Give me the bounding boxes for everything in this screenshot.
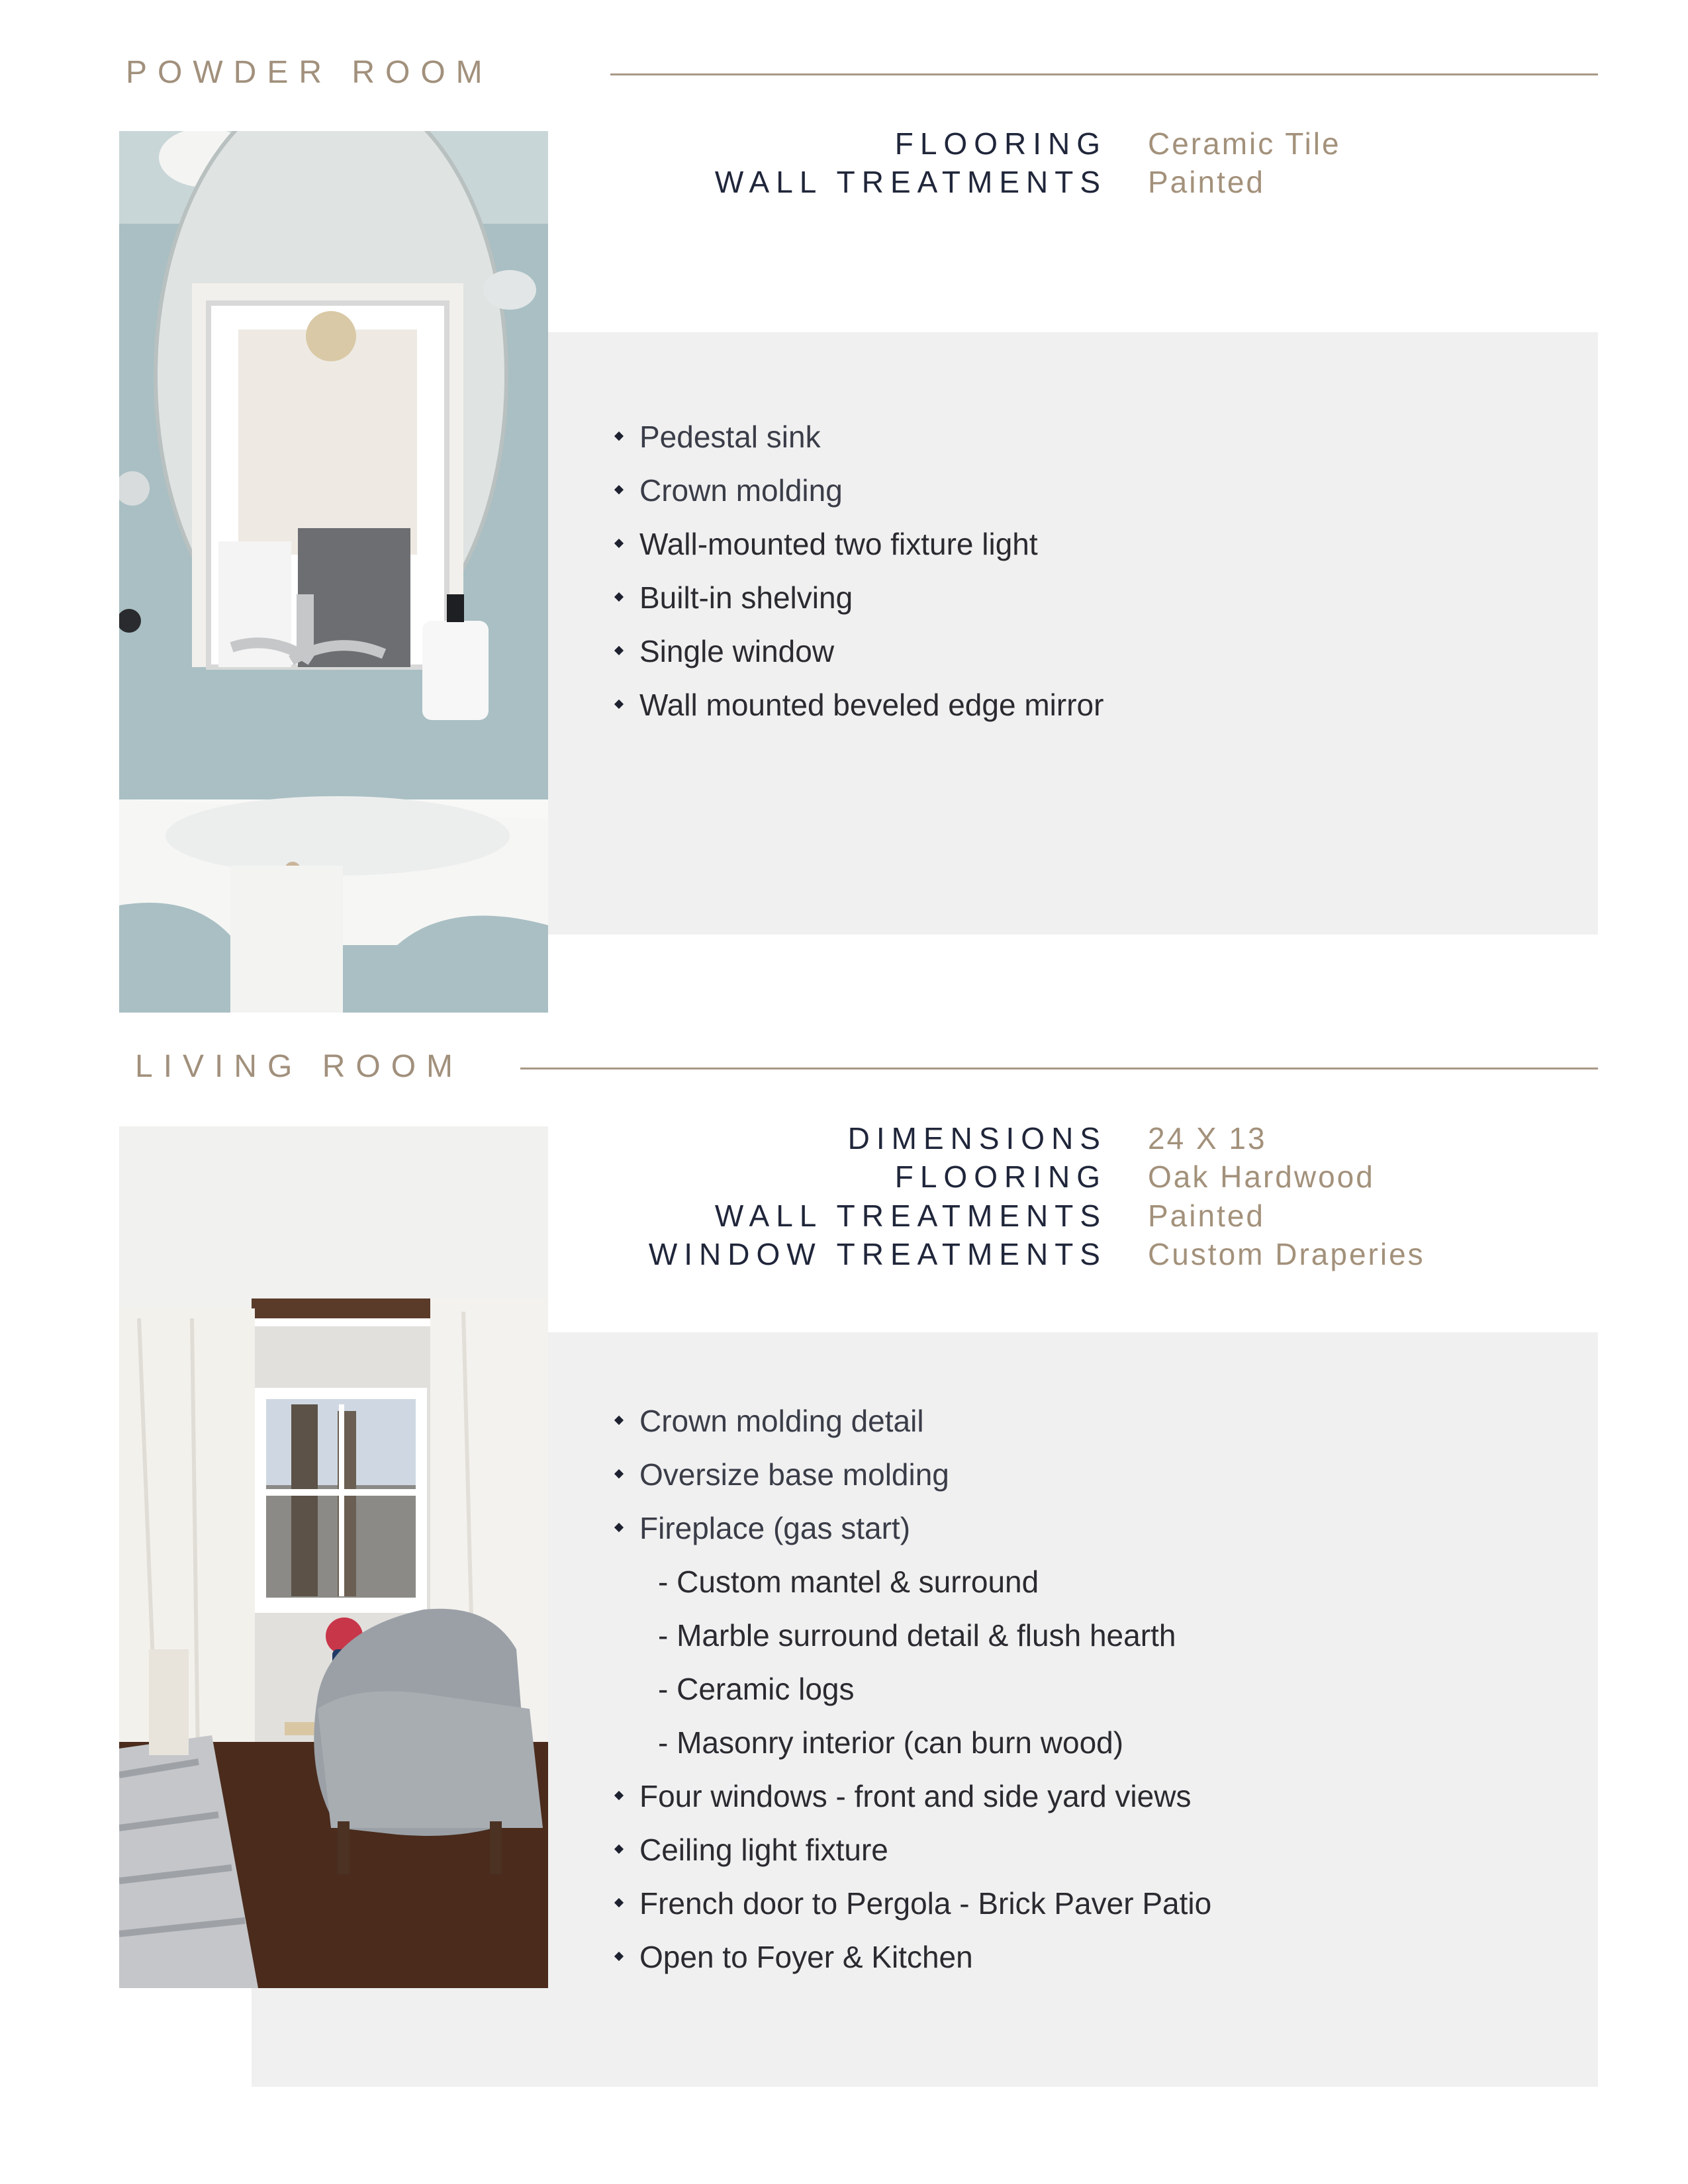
- powder-room-photo: [119, 131, 548, 1013]
- list-item: - Custom mantel & surround: [658, 1565, 1039, 1599]
- spec-label-wall-treatments: WALL TREATMENTS: [714, 165, 1107, 199]
- list-item: Single window: [616, 631, 1103, 685]
- spec-value-dimensions: 24 X 13: [1148, 1121, 1267, 1156]
- list-item: Fireplace (gas start): [616, 1508, 1211, 1562]
- list-item: Ceiling light fixture: [616, 1830, 1211, 1884]
- list-item: Open to Foyer & Kitchen: [616, 1937, 1211, 1991]
- living-room-title: LIVING ROOM: [135, 1049, 464, 1084]
- living-room-divider: [520, 1068, 1598, 1069]
- spec-value-flooring: Oak Hardwood: [1148, 1160, 1375, 1194]
- spec-label-wall-treatments: WALL TREATMENTS: [714, 1199, 1107, 1233]
- list-item: Built-in shelving: [616, 578, 1103, 631]
- living-room-feature-list: [616, 1401, 1211, 1991]
- list-item: Wall mounted beveled edge mirror: [616, 685, 1103, 739]
- list-item: Wall-mounted two fixture light: [616, 524, 1103, 578]
- list-item: - Masonry interior (can burn wood): [658, 1725, 1124, 1760]
- powder-room-feature-list: [616, 417, 1103, 739]
- list-item: Four windows - front and side yard views: [616, 1776, 1211, 1830]
- list-item: Oversize base molding: [616, 1455, 1211, 1508]
- list-item: - Marble surround detail & flush hearth: [658, 1618, 1176, 1653]
- spec-label-dimensions: DIMENSIONS: [847, 1121, 1107, 1156]
- powder-room-title: POWDER ROOM: [126, 55, 493, 90]
- spec-label-window-treatments: WINDOW TREATMENTS: [648, 1237, 1107, 1271]
- spec-value-wall-treatments: Painted: [1148, 165, 1266, 199]
- list-item: French door to Pergola - Brick Paver Patio: [616, 1884, 1211, 1937]
- spec-label-flooring: FLOORING: [894, 1160, 1107, 1194]
- spec-value-window-treatments: Custom Draperies: [1148, 1237, 1425, 1271]
- list-item: Crown molding: [616, 471, 1103, 524]
- spec-value-flooring: Ceramic Tile: [1148, 126, 1341, 161]
- list-item: Pedestal sink: [616, 417, 1103, 471]
- list-item: Crown molding detail: [616, 1401, 1211, 1455]
- spec-value-wall-treatments: Painted: [1148, 1199, 1266, 1233]
- list-item: - Ceramic logs: [658, 1672, 855, 1706]
- living-room-photo: [119, 1126, 548, 1988]
- spec-label-flooring: FLOORING: [894, 126, 1107, 161]
- powder-room-divider: [610, 73, 1598, 75]
